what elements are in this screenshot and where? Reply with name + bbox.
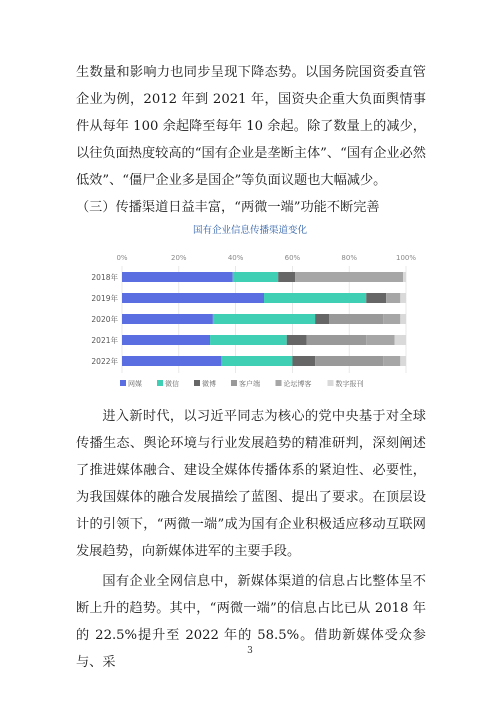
x-tick-label: 100% [395,254,416,262]
legend-swatch [276,380,282,386]
legend-label: 客户端 [239,380,260,388]
bar-segment [315,356,383,366]
bar-segment [366,335,394,345]
bar-segment [400,314,406,324]
legend-label: 网媒 [128,380,142,388]
y-category-label: 2021年 [91,336,118,345]
bar-segment [122,293,264,303]
page-number: 3 [247,646,253,656]
bar-segment [315,314,329,324]
bar-segment [329,314,383,324]
legend-swatch [120,380,126,386]
section-heading: （三）传播渠道日益丰富，“两微一端”功能不断完善 [76,200,380,215]
bar-segment [122,335,210,345]
bar-segment [122,314,213,324]
x-tick-label: 40% [227,254,244,262]
x-tick-label: 0% [116,254,128,262]
chart-title: 国有企业信息传播渠道变化 [192,225,307,236]
stacked-bar-chart [86,246,416,396]
bar-segment [403,272,406,282]
y-category-label: 2022年 [91,357,118,366]
body-paragraph-2: 进入新时代，以习近平同志为核心的党中央基于对全球传播生态、舆论环境与行业发展趋势的精准研判，深刻阐述了推进媒体融合、建设全媒体传播体系的紧迫性、必要性，为我国媒体的融合发展描绘了蓝图、提出了要求。在顶层设计的引领下，“两微一端”成为国有企业积极适应移动互联网发展趋势，向新媒体进军的主要手段。 [76,409,426,559]
legend-swatch [194,380,200,386]
bar-segment [383,356,400,366]
y-category-label: 2018年 [91,273,118,282]
bar-segment [210,335,287,345]
x-tick-label: 80% [341,254,357,262]
bar-segment [292,356,315,366]
y-category-label: 2019年 [91,294,118,303]
bar-segment [383,314,400,324]
bar-segment [307,335,367,345]
bar-segment [400,356,406,366]
bar-segment [395,335,406,345]
legend-label: 数字报刊 [335,380,364,388]
bar-segment [278,272,295,282]
legend-swatch [231,380,237,386]
y-category-label: 2020年 [91,315,118,324]
legend-swatch [157,380,163,386]
legend-label: 论坛博客 [283,380,312,388]
body-paragraph-1: 生数量和影响力也同步呈现下降态势。以国务院国资委直管企业为例，2012 年到 2021 年，国资央企重大负面舆情事件从每年 100 余起降至每年 10 余起。除了数量上的减少，以往负面热度较高的“国有企业是垄断主体”、“国有企业必然低效”、“僵尸企业多是国企”等负面议题也大幅减少。 [76,65,426,188]
bar-segment [295,272,403,282]
bar-segment [213,314,315,324]
bar-segment [233,272,278,282]
x-tick-label: 20% [171,254,187,262]
bar-segment [400,293,406,303]
legend-label: 微信 [165,380,179,388]
bar-segment [287,335,307,345]
bar-segment [386,293,400,303]
bar-segment [366,293,386,303]
legend-swatch [328,380,334,386]
bar-segment [122,272,233,282]
legend-label: 微博 [202,380,216,388]
bar-segment [264,293,366,303]
x-tick-label: 60% [284,254,301,262]
bar-segment [122,356,221,366]
body-paragraph-3: 国有企业全网信息中，新媒体渠道的信息占比整体呈不断上升的趋势。其中，“两微一端”的信息占比已从 2018 年的 22.5%提升至 2022 年的 58.5%。借助新媒体受众参与、采 [76,574,426,670]
bar-segment [221,356,292,366]
